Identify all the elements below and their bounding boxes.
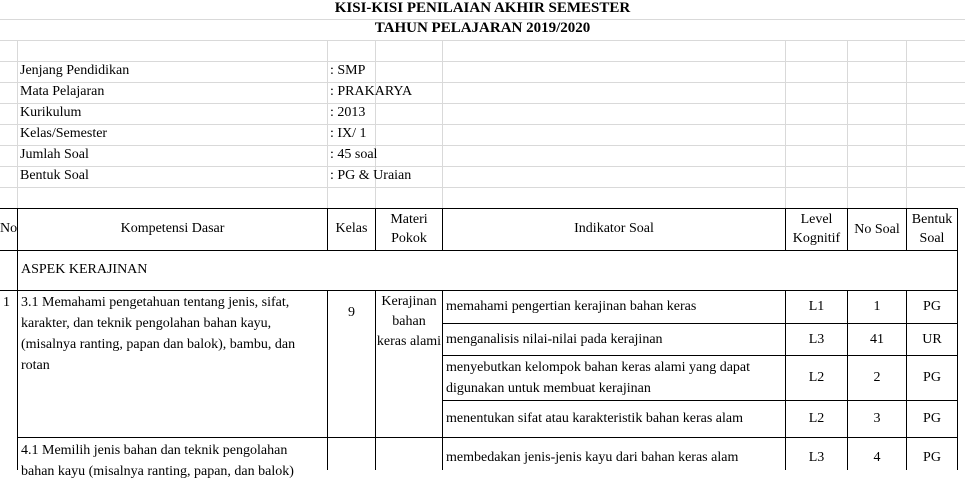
kompetensi-dasar-3-1: 3.1 Memahami pengetahuan tentang jenis, sifat, karakter, dan teknik pengolahan bahan kayu, (misalnya ranting, papan dan balok), bambu, dan rotan xyxy=(21,295,296,373)
bentuk-soal-cell: PG xyxy=(923,450,941,465)
bentuk-soal-cell: PG xyxy=(923,370,941,385)
page-subtitle: TAHUN PELAJARAN 2019/2020 xyxy=(374,20,591,36)
bentuk-soal-cell: PG xyxy=(923,299,941,314)
header-no: No xyxy=(0,221,18,236)
info-value: : 2013 xyxy=(330,105,366,120)
info-value: : PRAKARYA xyxy=(330,84,413,99)
indikator-cell: menentukan sifat atau karakteristik bahan keras alam xyxy=(446,411,743,426)
indikator-cell: menyebutkan kelompok bahan keras alami yang dapat digunakan untuk membuat kerajinan xyxy=(446,360,751,396)
kompetensi-dasar-4-1: 4.1 Memilih jenis bahan dan teknik pengolahan bahan kayu (misalnya ranting, papan, dan balok) xyxy=(21,443,294,479)
indikator-cell: menganalisis nilai-nilai pada kerajinan xyxy=(446,331,663,347)
info-label: Mata Pelajaran xyxy=(20,84,105,99)
indikator-cell: memahami pengertian kerajinan bahan keras xyxy=(446,299,697,314)
level-cell: L3 xyxy=(808,331,825,347)
info-value: : SMP xyxy=(330,63,366,78)
info-label: Jenjang Pendidikan xyxy=(20,63,130,78)
level-cell: L2 xyxy=(808,411,825,426)
level-cell: L2 xyxy=(808,370,825,385)
bentuk-soal-cell: UR xyxy=(922,331,942,347)
row-number: 1 xyxy=(3,295,10,310)
no-soal-cell: 2 xyxy=(873,370,881,385)
info-value: : IX/ 1 xyxy=(330,126,367,141)
level-cell: L3 xyxy=(808,450,825,465)
section-title: ASPEK KERAJINAN xyxy=(21,262,148,277)
header-bentuk-soal: Bentuk Soal xyxy=(911,212,953,246)
bentuk-soal-cell: PG xyxy=(923,411,941,426)
no-soal-cell: 41 xyxy=(870,331,884,347)
info-label: Bentuk Soal xyxy=(20,168,89,183)
indikator-cell: membedakan jenis-jenis kayu dari bahan keras alam xyxy=(446,450,739,465)
header-indikator-soal: Indikator Soal xyxy=(574,221,654,236)
header-kelas: Kelas xyxy=(335,221,368,236)
level-cell: L1 xyxy=(808,299,825,314)
no-soal-cell: 4 xyxy=(873,450,881,465)
info-label: Kurikulum xyxy=(20,105,82,120)
no-soal-cell: 1 xyxy=(873,299,881,314)
no-soal-cell: 3 xyxy=(873,411,881,426)
header-materi-pokok: Materi Pokok xyxy=(390,212,428,246)
info-label: Jumlah Soal xyxy=(20,147,89,162)
info-value: : PG & Uraian xyxy=(330,168,412,183)
header-kompetensi-dasar: Kompetensi Dasar xyxy=(120,221,225,236)
header-level-kognitif: Level Kognitif xyxy=(792,212,841,246)
page-title: KISI-KISI PENILAIAN AKHIR SEMESTER xyxy=(334,0,631,16)
info-label: Kelas/Semester xyxy=(20,126,108,141)
info-value: : 45 soal xyxy=(330,147,378,162)
kelas-value: 9 xyxy=(348,305,355,320)
materi-pokok-value: Kerajinan bahan keras alami xyxy=(376,294,442,349)
header-no-soal: No Soal xyxy=(854,221,900,237)
